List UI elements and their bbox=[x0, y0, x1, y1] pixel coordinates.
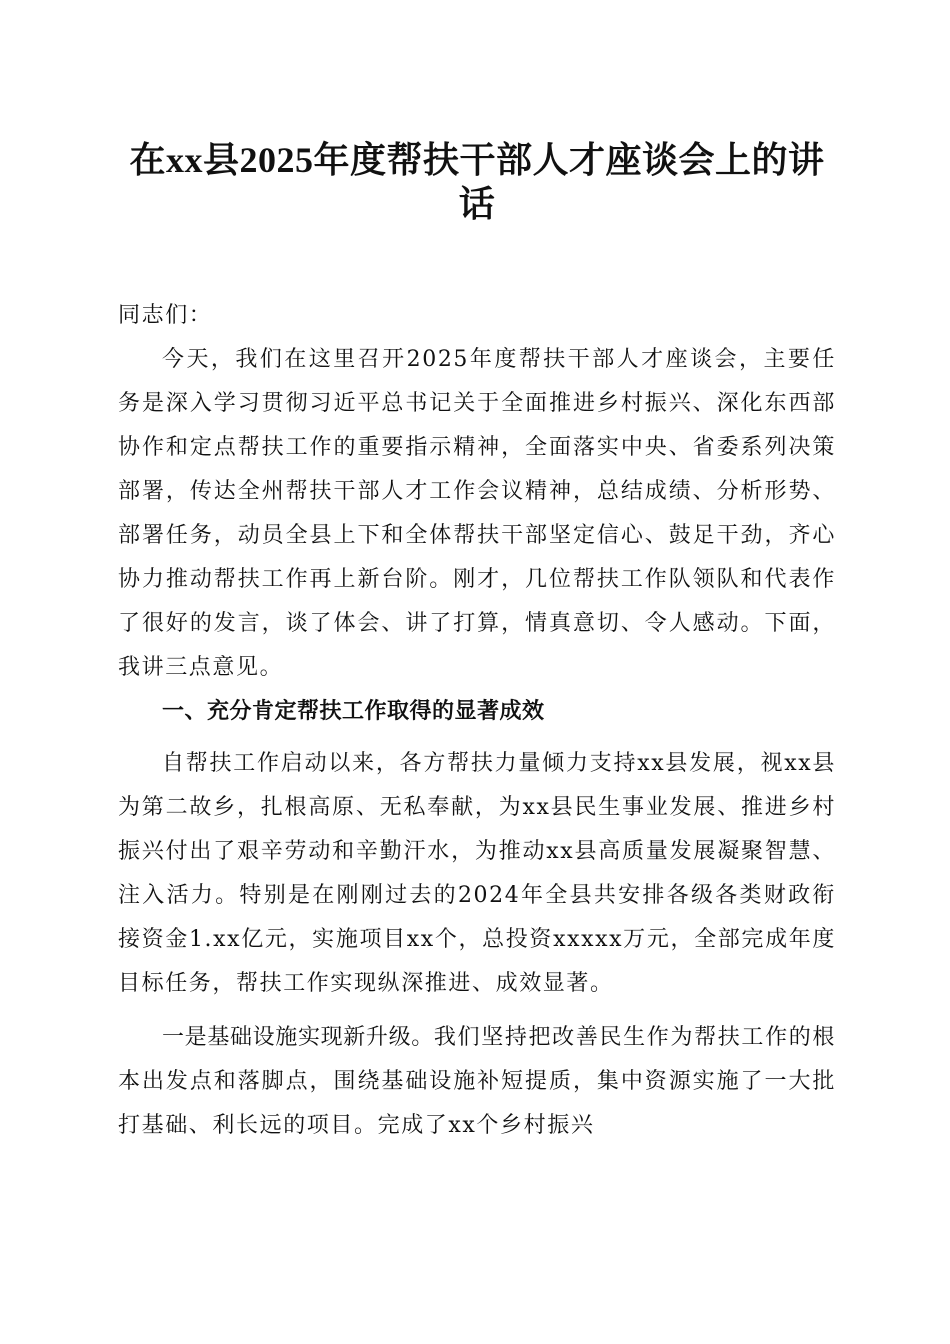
salutation: 同志们： bbox=[118, 303, 213, 328]
paragraph-infrastructure-lead: 一是基础设施实现新升级。 bbox=[162, 1025, 434, 1050]
document-title-line-1: 在xx县2025年度帮扶干部人才座谈会上的讲 bbox=[129, 140, 825, 180]
paragraph-achievements: 自帮扶工作启动以来，各方帮扶力量倾力支持xx县发展，视xx县为第二故乡，扎根高原、无私奉献，为xx县民生事业发展、推进乡村振兴付出了艰辛劳动和辛勤汗水，为推动xx县高质量发展凝聚智慧、注入活力。特别是在刚刚过去的2024年全县共安排各级各类财政衔接资金1.xx亿元，实施项目xx个，总投资xxxxx万元，全部完成年度目标任务，帮扶工作实现纵深推进、成效显著。 bbox=[118, 751, 836, 996]
document-body bbox=[118, 294, 836, 1148]
section-heading-1: 一、充分肯定帮扶工作取得的显著成效 bbox=[162, 699, 545, 724]
document-title-line-2: 话 bbox=[458, 184, 496, 224]
paragraph-infrastructure-body: 我们坚持把改善民生作为帮扶工作的根本出发点和落脚点，围绕基础设施补短提质，集中资源实施了一大批打基础、利长远的项目。完成了xx个乡村振兴 bbox=[118, 1025, 837, 1138]
paragraph-infrastructure bbox=[118, 1016, 836, 1148]
paragraph-opening: 今天，我们在这里召开2025年度帮扶干部人才座谈会，主要任务是深入学习贯彻习近平总书记关于全面推进乡村振兴、深化东西部协作和定点帮扶工作的重要指示精神，全面落实中央、省委系列决策部署，传达全州帮扶干部人才工作会议精神，总结成绩、分析形势、部署任务，动员全县上下和全体帮扶干部坚定信心、鼓足干劲，齐心协力推动帮扶工作再上新台阶。刚才，几位帮扶工作队领队和代表作了很好的发言，谈了体会、讲了打算，情真意切、令人感动。下面，我讲三点意见。 bbox=[118, 347, 836, 680]
document-page bbox=[118, 138, 836, 1148]
document-title bbox=[118, 138, 836, 226]
